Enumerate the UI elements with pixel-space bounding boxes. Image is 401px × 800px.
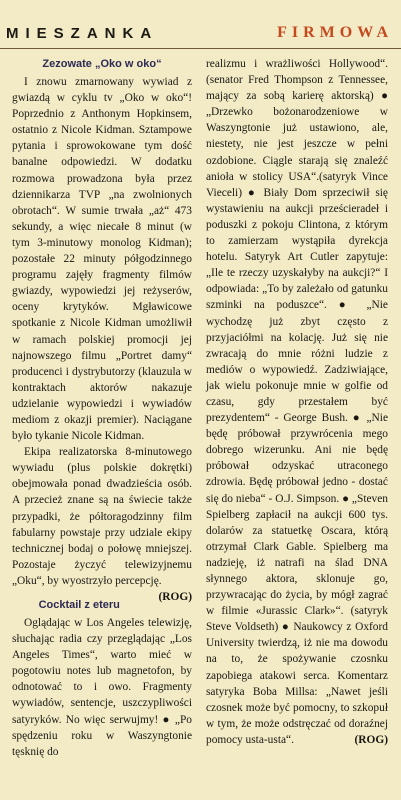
section-title: MIESZANKA xyxy=(6,24,159,42)
article2-right-paragraph xyxy=(206,56,388,748)
masthead xyxy=(0,22,401,44)
left-column xyxy=(12,56,192,760)
article1-paragraph-1: I znowu zmarnowany wywiad z gwiazdą w cyklu tv „Oko w oko“! Poprzednio z Anthonym Hopkinsem, ostatnio z Nicole Kidman. Sztampowe pytania i sprowokowane tym dość banalne odpowiedzi. W dodatku rozmowa prowadzona była przez dziennikarza TVP „na zwolnionych obrotach“. W sumie trwała „aż“ 473 sekundy, a więc niecałe 8 minut (w tym 3-minutowy monolog Kidman); pozostałe 22 minuty półgodzinnego programu zajęły fragmenty filmów gwiazdy, wypowiedzi jej reżyserów, oceny krytyków. Mgławicowe spotkanie z Nicole Kidman umożliwił w ramach polskiej promocji jej najnowszego filmu „Portret damy“ producenci i dystrybutorzy (klauzula w kontraktach aktorów nakazuje udzielanie wypowiedzi i wywiadów mediom z okazji premier). Naciągane było tykanie Nicole Kidman. xyxy=(12,76,192,443)
article1-paragraph-2 xyxy=(12,444,192,603)
article-title-cocktail: Cocktail z eteru xyxy=(38,599,120,611)
article2-right-text: realizmu i wrażliwości Hollywood“. (senator Fred Thompson z Tennessee, mający za sobą karierę aktorską) ● „Drzewko bożonarodzeniowe w Waszyngtonie już ustawiono, ale, niestety, nie jest jeszcze w pełni ozdobione. Ciągle starają się znaleźć anioła w stolicy USA“.(satyryk Vince Vieceli) ● Biały Dom sprzeciwił się wystawieniu na aukcji prześcieradeł i poduszki z pokoju Clintona, z którym to zamierzam wystąpiła dyrekcja hotelu. Satyryk Art Cutler zapytuje: „Ile te rzeczy uzyskałyby na aukcji?“ I odpowiada: „To by zależało od gatunku szminki na poduszce“. ● „Nie wychodzę już zbyt często z przyjaciółmi na kolację. Już się nie zwracają do mnie różni ludzie z mediów o wypowiedź. Zadziwiające, jak wielu pokonuje mnie w golfie od czasu, gdy przestałem być prezydentem“ - George Bush. ● „Nie będę próbował przywrócenia mego dobrego wizerunku. Ani nie będę próbował odzyskać utraconego zdrowia. Będę próbował jedno - dostać się do nieba“ - O.J. Simpson. ● „Steven Spielberg zapłacił na aukcji 600 tys. dolarów za statuetkę Oscara, którą otrzymał Clark Gable. Spielberg ma nadzieję, iż natrafi na ślad DNA słynnego aktora, sklonuje go, przywracając do życia, by mógł zagrać w filmie «Jurassic Clark»“. (satyryk Steve Voldseth) ● Naukowcy z Oxford University twierdzą, iż nie ma dowodu na to, że spożywanie czosnku zapobiega atakowi serca. Komentarz satyryka Boba Millsa: „Nawet jeśli czosnek może być pomocny, to szkopuł w tym, że może odstręczać od doraźnej pomocy usta-usta“. xyxy=(206,58,388,746)
article-title-oko-w-oko: Zezowate „Oko w oko“ xyxy=(42,58,162,70)
article2-left-text: Oglądając w Los Angeles telewizję, słuchając radia czy przeglądając „Los Angeles Times“, warto mieć w pogotowiu notes lub magnetofon, by odnotować to i owo. Fragmenty wywiadów, sentencje, uszczypliwości satyryków. No więc serwujmy! ● „Po spędzeniu roku w Waszyngtonie tęsknię do xyxy=(12,617,192,758)
article1-signature: (ROG) xyxy=(158,591,192,603)
section-subtitle: FIRMOWA xyxy=(277,24,393,41)
article2-signature: (ROG) xyxy=(354,733,388,746)
header-rule xyxy=(0,48,401,49)
article1-paragraph-2-text: Ekipa realizatorska 8-minutowego wywiadu (plus polskie dokrętki) obejmowała ponad dwadzieścia osób. A przecież znane są na świecie także przypadki, że półtoragodzinny film fabularny powstaje przy udziale ekipy technicznej bodaj o połowę mniejszej. Pozostaje życzyć telewizyjnemu „Oku“, by wyostrzyło percepcję. xyxy=(12,446,192,587)
right-column xyxy=(206,56,388,748)
